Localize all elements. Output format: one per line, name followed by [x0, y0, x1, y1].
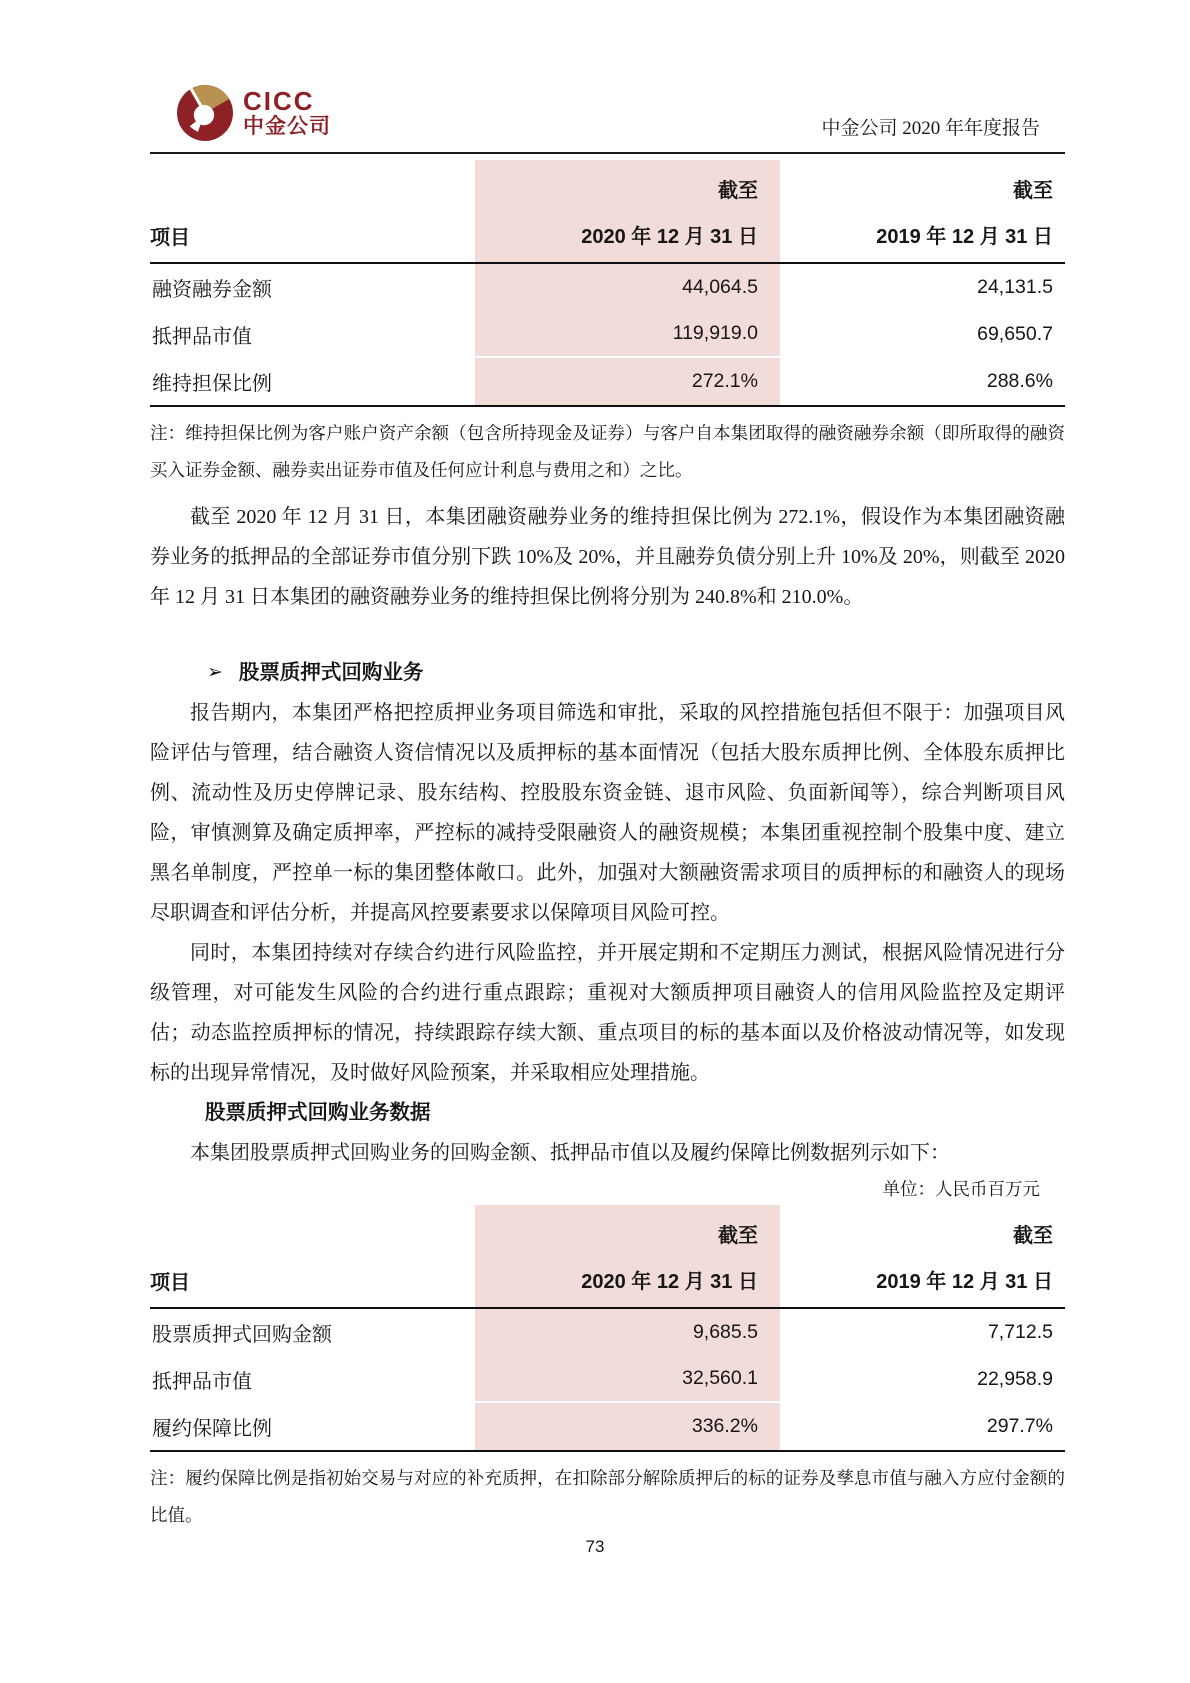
col-header-2020	[475, 1205, 780, 1307]
table-row	[150, 358, 1065, 407]
page-content	[150, 0, 1065, 1534]
logo-text-cn: 中金公司	[243, 113, 331, 138]
as-of-label: 截至	[1013, 180, 1053, 202]
as-of-label: 截至	[718, 180, 758, 202]
stock-pledge-table	[150, 1205, 1065, 1452]
as-of-label: 截至	[1013, 1225, 1053, 1247]
cicc-logo-icon	[176, 84, 234, 142]
col-header-2020	[475, 160, 780, 262]
col-header-2019	[780, 160, 1065, 262]
date-2019-label: 2019 年 12 月 31 日	[876, 226, 1053, 248]
table2-intro: 本集团股票质押式回购业务的回购金额、抵押品市值以及履约保障比例数据列示如下：	[190, 1142, 950, 1164]
row-label: 抵押品市值	[152, 326, 252, 348]
value-2019: 22,958.9	[977, 1368, 1053, 1390]
unit-note: 单位：人民币百万元	[882, 1179, 1040, 1199]
logo-text-en: CICC	[243, 85, 315, 116]
section-paragraph-1: 报告期内，本集团严格把控质押业务项目筛选和审批，采取的风控措施包括但不限于：加强项目风险评估与管理，结合融资人资信情况以及质押标的基本面情况（包括大股东质押比例、全体股东质押比例、流动性及历史停牌记录、股东结构、控股股东资金链、退市风险、负面新闻等），综合判断项目风险，审慎测算及确定质押率，严控标的减持受限融资人的融资规模；本集团重视控制个股集中度、建立黑名单制度，严控单一标的集团整体敞口。此外，加强对大额融资需求项目的质押标的和融资人的现场尽职调查和评估分析，并提高风控要素要求以保障项目风险可控。	[150, 702, 1065, 924]
value-2019: 7,712.5	[987, 1321, 1053, 1343]
value-2020: 119,919.0	[475, 311, 780, 358]
date-2020-label: 2020 年 12 月 31 日	[581, 226, 758, 248]
table-row	[150, 1356, 1065, 1403]
table1-footnote: 注：维持担保比例为客户账户资产余额（包含所持现金及证券）与客户自本集团取得的融资融券余额（即所取得的融资买入证券金额、融券卖出证券市值及任何应计利息与费用之和）之比。	[150, 423, 1065, 480]
report-title: 中金公司 2020 年年度报告	[821, 118, 1040, 139]
date-2019-label: 2019 年 12 月 31 日	[876, 1271, 1053, 1293]
cicc-logo	[176, 84, 331, 142]
as-of-label: 截至	[718, 1225, 758, 1247]
col-header-item: 项目	[150, 227, 190, 249]
value-2020: 336.2%	[475, 1403, 780, 1450]
page-number: 73	[585, 1537, 605, 1556]
row-label: 融资融券金额	[152, 279, 272, 301]
section-paragraph-2: 同时，本集团持续对存续合约进行风险监控，并开展定期和不定期压力测试，根据风险情况进行分级管理，对可能发生风险的合约进行重点跟踪；重视对大额质押项目融资人的信用风险监控及定期评估；动态监控质押标的情况，持续跟踪存续大额、重点项目的标的基本面以及价格波动情况等，如发现标的出现异常情况，及时做好风险预案，并采取相应处理措施。	[150, 942, 1065, 1084]
section-title: 股票质押式回购业务	[238, 662, 424, 684]
col-header-item: 项目	[150, 1272, 190, 1294]
row-label: 股票质押式回购金额	[152, 1324, 332, 1346]
value-2019: 288.6%	[986, 370, 1053, 392]
value-2020: 32,560.1	[475, 1356, 780, 1403]
value-2020: 44,064.5	[475, 264, 780, 311]
row-label: 维持担保比例	[152, 373, 272, 395]
sub-heading: 股票质押式回购业务数据	[205, 1102, 431, 1124]
margin-financing-table	[150, 160, 1065, 407]
value-2019: 297.7%	[986, 1415, 1053, 1437]
table-header-row	[150, 1205, 1065, 1309]
value-2020: 9,685.5	[475, 1309, 780, 1356]
table-row	[150, 264, 1065, 311]
table2-footnote: 注：履约保障比例是指初始交易与对应的补充质押，在扣除部分解除质押后的标的证券及孳息市值与融入方应付金额的比值。	[150, 1468, 1065, 1525]
logo-text	[243, 85, 331, 139]
header-rule	[150, 152, 1065, 154]
table-row	[150, 1403, 1065, 1452]
col-header-2019	[780, 1205, 1065, 1307]
row-label: 履约保障比例	[152, 1418, 272, 1440]
section-heading	[150, 653, 1065, 693]
arrow-bullet-icon: ➢	[207, 662, 223, 683]
margin-financing-paragraph: 截至 2020 年 12 月 31 日，本集团融资融券业务的维持担保比例为 272.1%，假设作为本集团融资融券业务的抵押品的全部证券市值分别下跌 10%及 20%，并且融券负债分别上升 10%及 20%，则截至 2020 年 12 月 31 日本集团的融资融券业务的维持担保比例将分别为 240.8%和 210.0%。	[150, 506, 1065, 608]
value-2019: 24,131.5	[977, 276, 1053, 298]
value-2019: 69,650.7	[977, 323, 1053, 345]
value-2020: 272.1%	[475, 358, 780, 405]
page-header	[150, 0, 1065, 142]
date-2020-label: 2020 年 12 月 31 日	[581, 1271, 758, 1293]
table-header-row	[150, 160, 1065, 264]
table-row	[150, 1309, 1065, 1356]
table-row	[150, 311, 1065, 358]
row-label: 抵押品市值	[152, 1371, 252, 1393]
